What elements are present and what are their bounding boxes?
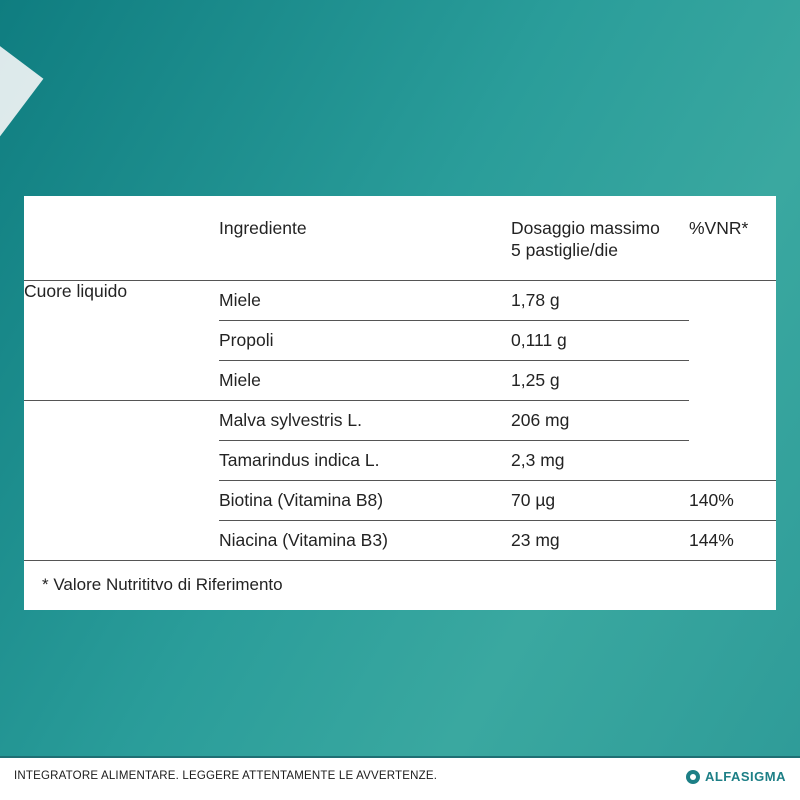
header-ingredient: Ingrediente <box>219 218 307 238</box>
group-spacer-cell <box>24 360 219 400</box>
header-dose-line2: 5 pastiglie/die <box>511 239 619 260</box>
cell-ingredient: Tamarindus indica L. <box>219 440 511 480</box>
cell-vnr <box>689 440 776 480</box>
alfasigma-logo-icon <box>686 770 700 784</box>
table-row <box>24 280 776 320</box>
cell-ingredient: Biotina (Vitamina B8) <box>219 480 511 520</box>
nutrition-table <box>24 196 776 595</box>
group-spacer-cell <box>24 440 219 480</box>
group-spacer-cell <box>24 400 219 440</box>
footer-disclaimer: INTEGRATORE ALIMENTARE. LEGGERE ATTENTAMENTE LE AVVERTENZE. <box>14 770 438 782</box>
cell-dose: 23 mg <box>511 520 689 560</box>
cell-vnr: 144% <box>689 520 776 560</box>
header-dose-line1: Dosaggio massimo <box>511 218 660 238</box>
nutrition-table-card <box>24 196 776 610</box>
cell-dose: 0,111 g <box>511 320 689 360</box>
cell-ingredient: Miele <box>219 280 511 320</box>
cell-dose: 1,25 g <box>511 360 689 400</box>
cell-ingredient: Malva sylvestris L. <box>219 400 511 440</box>
cell-ingredient: Niacina (Vitamina B3) <box>219 520 511 560</box>
table-footnote-row <box>24 560 776 595</box>
group-spacer-cell <box>24 480 219 520</box>
header-dose <box>511 196 689 280</box>
cell-vnr <box>689 280 776 320</box>
table-row <box>24 520 776 560</box>
cell-ingredient: Propoli <box>219 320 511 360</box>
table-row <box>24 400 776 440</box>
cell-ingredient: Miele <box>219 360 511 400</box>
header-vnr: %VNR* <box>689 218 749 238</box>
footer-bar <box>0 756 800 800</box>
cell-dose: 1,78 g <box>511 280 689 320</box>
group-spacer-cell <box>24 520 219 560</box>
footnote-text: * Valore Nutrititvo di Riferimento <box>24 560 776 595</box>
table-header-row <box>24 196 776 280</box>
cell-dose: 70 µg <box>511 480 689 520</box>
table-row <box>24 360 776 400</box>
header-group-cell <box>24 196 219 280</box>
cell-vnr <box>689 320 776 360</box>
table-row <box>24 480 776 520</box>
cell-vnr <box>689 360 776 400</box>
brand-lockup <box>686 769 786 784</box>
group-label-cuore-liquido: Cuore liquido <box>24 280 219 360</box>
cell-vnr: 140% <box>689 480 776 520</box>
cell-vnr <box>689 400 776 440</box>
brand-name: ALFASIGMA <box>704 769 786 784</box>
table-row <box>24 440 776 480</box>
cell-dose: 2,3 mg <box>511 440 689 480</box>
cell-dose: 206 mg <box>511 400 689 440</box>
